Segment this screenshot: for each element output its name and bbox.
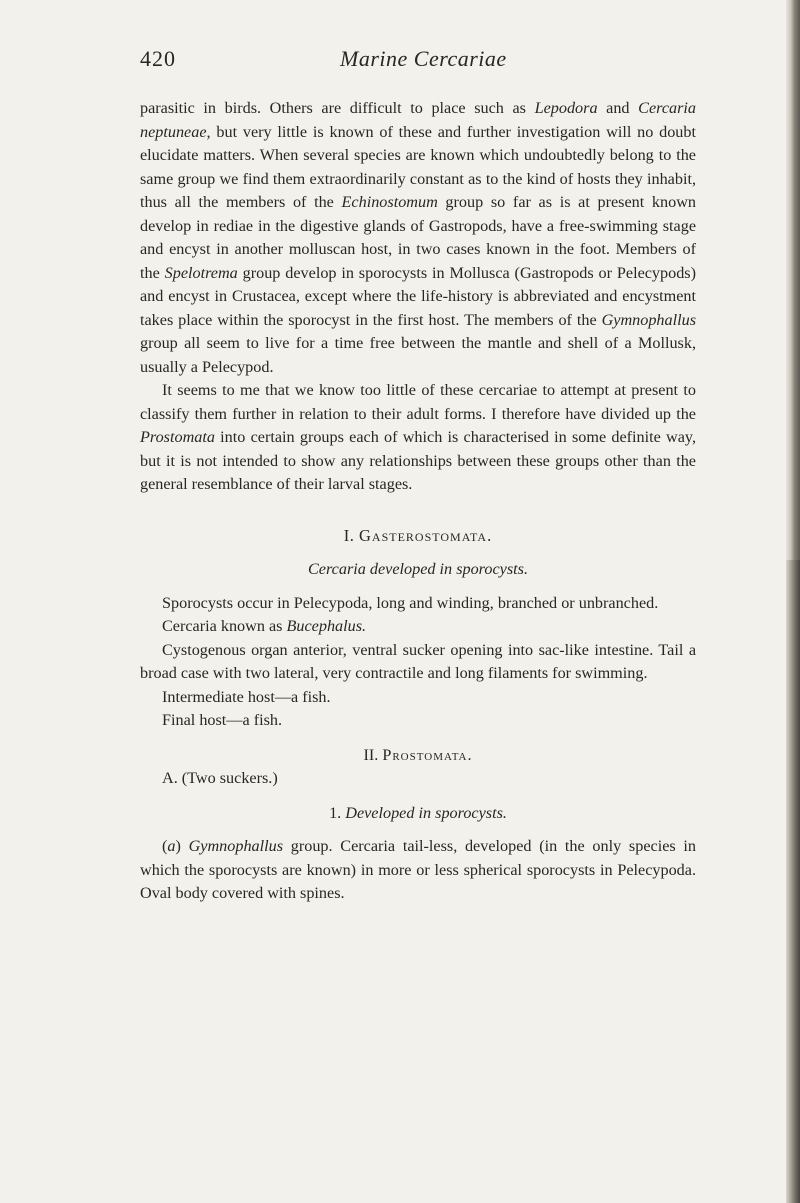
section-heading-prostomata: II. Prostomata. (363, 745, 473, 764)
text-line: Final host—a fish. (162, 711, 283, 729)
section-subheading: Cercaria developed in sporocysts. (308, 560, 528, 578)
subsection-a: A. (Two suckers.) (162, 769, 278, 787)
text-line: Intermediate host—a fish. (162, 687, 331, 706)
page-header (140, 46, 700, 80)
section-heading-gasterostomata: I. Gasterostomata. (343, 525, 493, 545)
page-edge-shadow (786, 0, 800, 1203)
text-line: Cystogenous organ anterior, ventral sucker opening into sac-like intestine. Tail a broad case with two lateral, very contractile and long filaments for swimming. (140, 640, 696, 682)
page-number: 420 (140, 46, 176, 71)
paragraph-2: It seems to me that we know too little of these cercariae to attempt at present to classify them further in relation to their adult forms. I therefore have divided up the Prostomata into certain groups each of which is characterised in some definite way, but it is not intended to show any relationships between these groups other than the general resemblance of their larval stages. (140, 381, 696, 493)
paragraph-a: (a) Gymnophallus group. Cercaria tail-less, developed (in the only species in which the sporocysts are known) in more or less spherical sporocysts in Pelecypoda. Oval body covered with spines. (140, 837, 696, 902)
running-title: Marine Cercariae (340, 46, 507, 71)
paragraph-1: parasitic in birds. Others are difficult to place such as Lepodora and Cercaria neptuneae, but very little is known of these and further investigation will no doubt elucidate matters. When several species are known which undoubtedly belong to the same group we find them extraordinarily constant as to the kind of hosts they inhabit, thus all the members of the Echinostomum group so far as is at present known develop in rediae in the digestive glands of Gastropods, have a free-swimming stage and encyst in another molluscan host, in two cases known in the foot. Members of the Spelotrema group develop in sporocysts in Mollusca (Gastropods or Pelecypods) and encyst in Crustacea, except where the life-history is abbreviated and encystment takes place within the sporocyst in the first host. The members of the Gymnophallus group all seem to live for a time free between the mantle and shell of a Mollusk, usually a Pelecypod. (140, 99, 696, 376)
text-line: Cercaria known as Bucephalus. (162, 617, 367, 635)
text-line: Sporocysts occur in Pelecypoda, long and winding, branched or unbranched. (162, 593, 659, 612)
page-body (140, 97, 696, 906)
subsection-1-heading: 1. Developed in sporocysts. (329, 803, 507, 822)
